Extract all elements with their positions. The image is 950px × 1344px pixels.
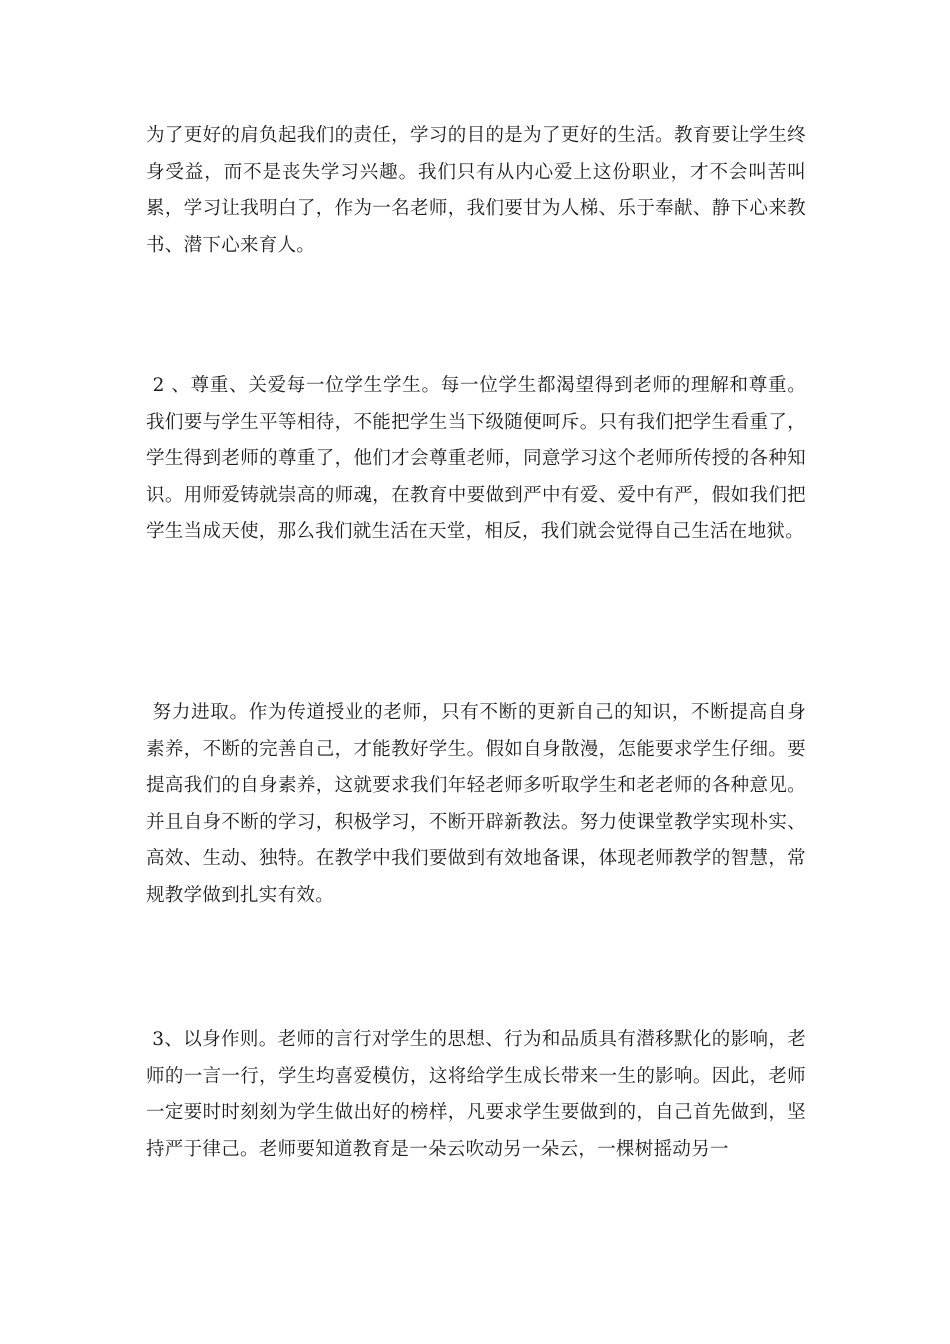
paragraph-respect-students: 2 、尊重、关爱每一位学生学生。每一位学生都渴望得到老师的理解和尊重。我们要与学生平等相待，不能把学生当下级随便呵斥。只有我们把学生看重了，学生得到老师的尊重了，他们才会尊重老师，同意学习这个老师所传授的各种知识。用师爱铸就崇高的师魂，在教育中要做到严中有爱、爱中有严，假如我们把学生当成天使，那么我们就生活在天堂，相反，我们就会觉得自己生活在地狱。 (146, 375, 807, 542)
paragraph-lead-by-example: 3、以身作则。老师的言行对学生的思想、行为和品质具有潜移默化的影响，老师的一言一行，学生均喜爱模仿，这将给学生成长带来一生的影响。因此，老师一定要时时刻刻为学生做出好的榜样，凡要求学生要做到的，自己首先做到，坚持严于律己。老师要知道教育是一朵云吹动另一朵云，一棵树摇动另一 (146, 1029, 806, 1160)
paragraph-strive-forward: 努力进取。作为传道授业的老师，只有不断的更新自己的知识，不断提高自身素养，不断的完善自己，才能教好学生。假如自身散漫，怎能要求学生仔细。要提高我们的自身素养，这就要求我们年轻老师多听取学生和老老师的各种意见。并且自身不断的学习，积极学习，不断开辟新教法。努力使课堂教学实现朴实、高效、生动、独特。在教学中我们要做到有效地备课，体现老师教学的智慧，常规教学做到扎实有效。 (146, 702, 807, 906)
paragraph-responsibility: 为了更好的肩负起我们的责任，学习的目的是为了更好的生活。教育要让学生终身受益，而不是丧失学习兴趣。我们只有从内心爱上这份职业，才不会叫苦叫累，学习让我明白了，作为一名老师，我们要甘为人梯、乐于奉献、静下心来教书、潜下心来育人。 (146, 125, 806, 256)
